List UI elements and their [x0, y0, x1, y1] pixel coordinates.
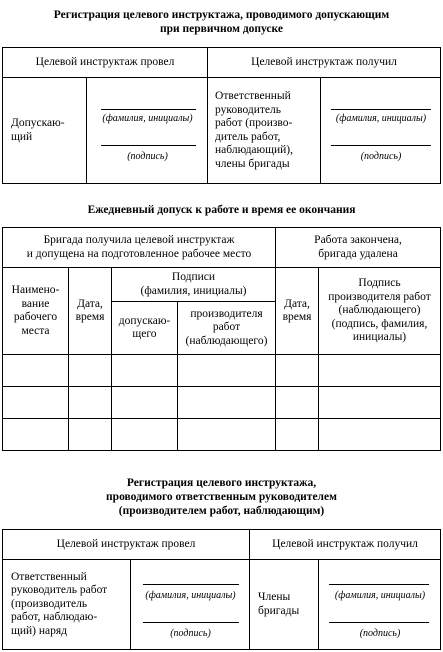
- name-caption: (фамилия, инициалы): [334, 590, 426, 601]
- empty-cell[interactable]: [276, 355, 319, 387]
- signature-caption: (подпись): [359, 628, 401, 639]
- s1-header-left: Целевой инструктаж провел: [3, 48, 208, 78]
- empty-cell[interactable]: [319, 419, 441, 451]
- name-line: [331, 109, 431, 110]
- empty-cell[interactable]: [276, 419, 319, 451]
- s1-right-role: Ответственный руководитель работ (произво- дитель работ, наблюдающий), члены бригады: [208, 78, 321, 184]
- empty-cell[interactable]: [319, 355, 441, 387]
- s2-col-admitter: допускаю- щего: [112, 302, 178, 355]
- signature-caption: (подпись): [360, 151, 402, 162]
- name-caption: (фамилия, инициалы): [145, 590, 236, 601]
- section2-title: Ежедневный допуск к работе и время ее окончания: [87, 204, 356, 216]
- empty-cell[interactable]: [112, 355, 178, 387]
- signature-caption: (подпись): [170, 628, 211, 639]
- s1-left-role: Допускаю- щий: [3, 78, 87, 184]
- signature-line: [331, 145, 431, 146]
- name-line: [329, 584, 429, 585]
- s2-col-date2: Дата, время: [276, 268, 319, 355]
- name-line: [143, 584, 239, 585]
- empty-cell[interactable]: [3, 355, 69, 387]
- s3-left-signature-cell[interactable]: [131, 560, 250, 650]
- s1-right-signature-cell[interactable]: [321, 78, 441, 184]
- s3-left-role: Ответственный руководитель работ (производитель работ, наблюдаю- щий) наряд: [3, 560, 131, 650]
- table-row: [3, 387, 441, 419]
- empty-cell[interactable]: [276, 387, 319, 419]
- section1-title-line1: Регистрация целевого инструктажа, проводимого допускающим: [53, 9, 390, 21]
- s2-group-left: Бригада получила целевой инструктаж и допущена на подготовленное рабочее место: [3, 228, 276, 268]
- name-caption: (фамилия, инициалы): [102, 113, 193, 124]
- signature-caption: (подпись): [127, 151, 168, 162]
- empty-cell[interactable]: [178, 355, 276, 387]
- section2-table: [2, 227, 441, 451]
- section3-title-line3: (производителем работ, наблюдающим): [118, 505, 325, 517]
- signature-line: [143, 622, 239, 623]
- signature-line: [329, 622, 429, 623]
- s2-col-producer: производителя работ (наблюдающего): [178, 302, 276, 355]
- s2-col-date: Дата, время: [69, 268, 112, 355]
- empty-cell[interactable]: [3, 387, 69, 419]
- s3-header-left: Целевой инструктаж провел: [3, 530, 250, 560]
- empty-cell[interactable]: [3, 419, 69, 451]
- section3-title-line2: проводимого ответственным руководителем: [106, 491, 337, 503]
- s3-right-signature-cell[interactable]: [319, 560, 441, 650]
- section1-title-line2: при первичном допуске: [160, 23, 283, 35]
- s1-header-right: Целевой инструктаж получил: [208, 48, 441, 78]
- section3-table: [2, 529, 441, 650]
- s2-col-signs: Подписи (фамилия, инициалы): [112, 268, 276, 302]
- s3-right-role: Члены бригады: [250, 560, 319, 650]
- empty-cell[interactable]: [319, 387, 441, 419]
- name-caption: (фамилия, инициалы): [335, 113, 427, 124]
- empty-cell[interactable]: [69, 419, 112, 451]
- s2-col-place: Наимено- вание рабочего места: [3, 268, 69, 355]
- empty-cell[interactable]: [178, 387, 276, 419]
- s1-left-signature-cell[interactable]: [87, 78, 208, 184]
- empty-cell[interactable]: [112, 419, 178, 451]
- name-line: [101, 109, 196, 110]
- signature-line: [101, 145, 196, 146]
- section3-title-line1: Регистрация целевого инструктажа,: [126, 477, 317, 489]
- empty-cell[interactable]: [69, 355, 112, 387]
- section1-table: [2, 47, 441, 184]
- s2-col-sign-producer: Подпись производителя работ (наблюдающего) (подпись, фамилия, инициалы): [319, 268, 441, 355]
- empty-cell[interactable]: [178, 419, 276, 451]
- table-row: [3, 419, 441, 451]
- empty-cell[interactable]: [112, 387, 178, 419]
- empty-cell[interactable]: [69, 387, 112, 419]
- s3-header-right: Целевой инструктаж получил: [250, 530, 441, 560]
- s2-group-right: Работа закончена, бригада удалена: [276, 228, 441, 268]
- table-row: [3, 355, 441, 387]
